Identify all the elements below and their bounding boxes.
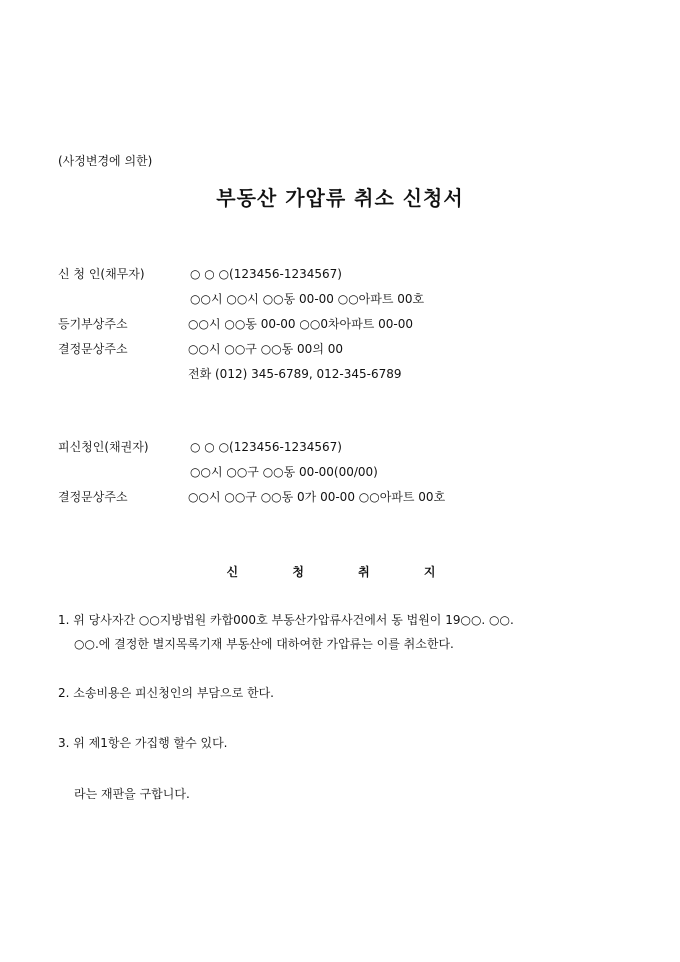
respondent-service-address: ○○시 ○○구 ○○동 0가 00-00 ○○아파트 00호 bbox=[188, 490, 446, 504]
applicant-phone: 전화 (012) 345-6789, 012-345-6789 bbox=[188, 367, 402, 381]
applicant-address: ○○시 ○○시 ○○동 00-00 ○○아파트 00호 bbox=[190, 292, 425, 306]
purpose-heading: 신 청 취 지 bbox=[226, 565, 454, 579]
purpose-item-1-line2: ○○.에 결정한 별지목록기재 부동산에 대하여한 가압류는 이를 취소한다. bbox=[74, 637, 454, 651]
respondent-label: 피신청인(채권자) bbox=[58, 440, 149, 454]
applicant-service-label: 결정문상주소 bbox=[58, 342, 128, 356]
purpose-item-3: 3. 위 제1항은 가집행 할수 있다. bbox=[58, 736, 228, 750]
applicant-service-address: ○○시 ○○구 ○○동 00의 00 bbox=[188, 342, 343, 356]
purpose-item-1-line1: 1. 위 당사자간 ○○지방법원 카합000호 부동산가압류사건에서 동 법원이 19○○. ○○. bbox=[58, 613, 514, 627]
applicant-label: 신 청 인(채무자) bbox=[58, 267, 145, 281]
purpose-item-2: 2. 소송비용은 피신청인의 부담으로 한다. bbox=[58, 686, 274, 700]
document-title: 부동산 가압류 취소 신청서 bbox=[216, 186, 464, 210]
respondent-address: ○○시 ○○구 ○○동 00-00(00/00) bbox=[190, 465, 378, 479]
applicant-reg-address: ○○시 ○○동 00-00 ○○0차아파트 00-00 bbox=[188, 317, 414, 331]
document-subtitle: (사정변경에 의한) bbox=[58, 154, 153, 168]
applicant-name-id: ○ ○ ○(123456-1234567) bbox=[190, 267, 342, 281]
closing-text: 라는 재판을 구합니다. bbox=[74, 787, 190, 801]
respondent-name-id: ○ ○ ○(123456-1234567) bbox=[190, 440, 342, 454]
respondent-service-label: 결정문상주소 bbox=[58, 490, 128, 504]
applicant-reg-label: 등기부상주소 bbox=[58, 317, 128, 331]
